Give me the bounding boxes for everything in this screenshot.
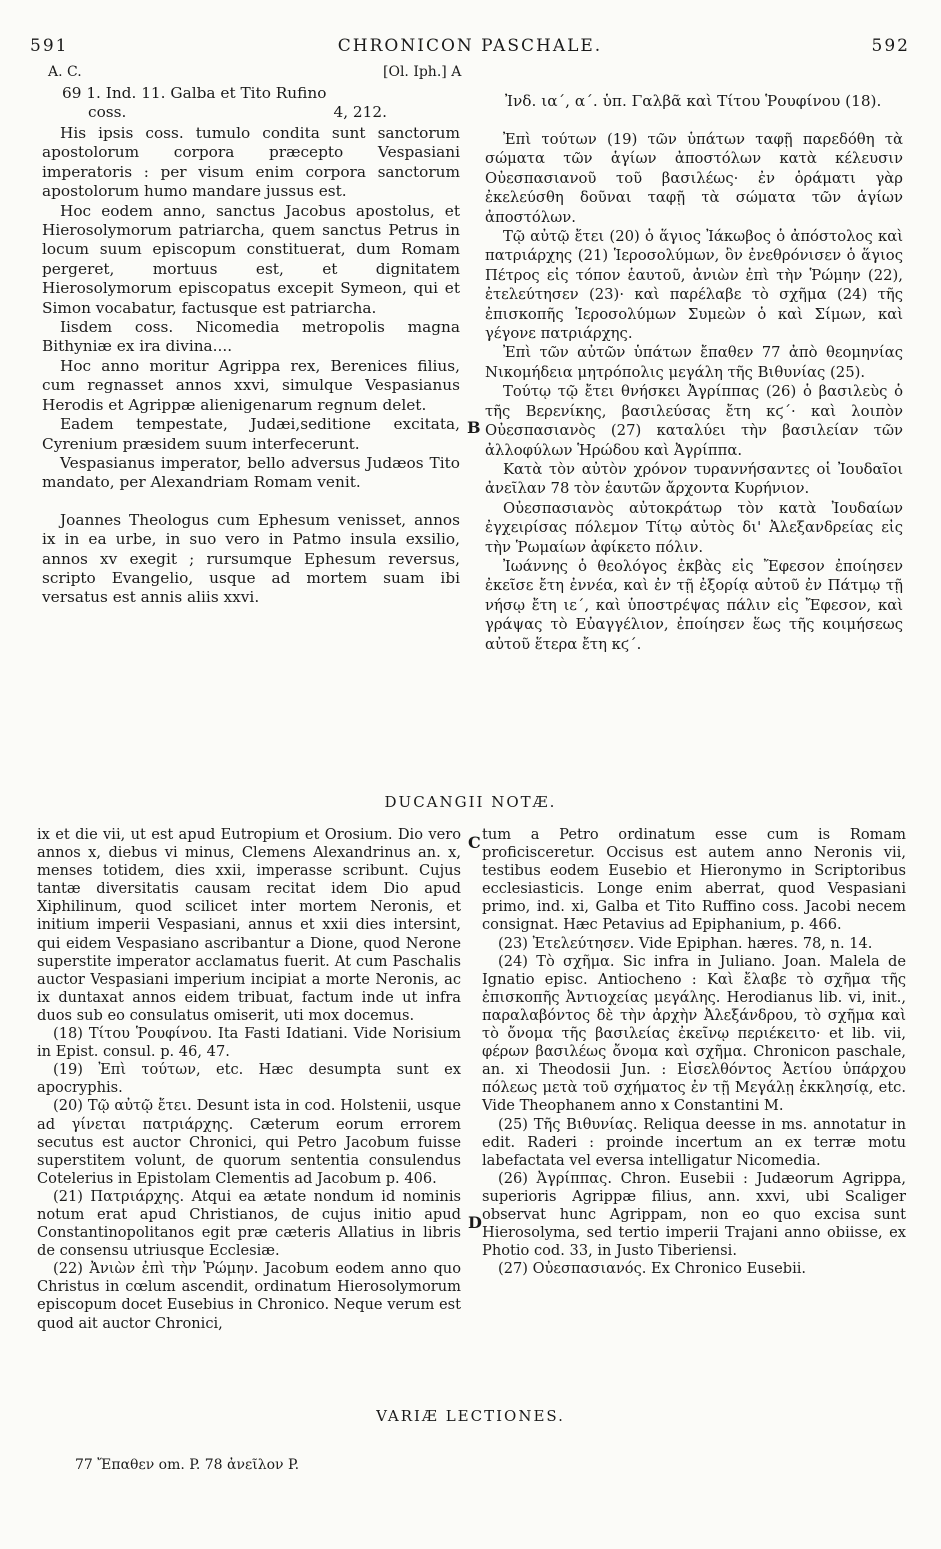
- latin-dateline: [62, 84, 462, 123]
- running-title: CHRONICON PASCHALE.: [337, 36, 603, 56]
- ac-label: A. C.: [48, 64, 82, 80]
- note-paragraph: (27) Οὐεσπασιανός. Ex Chronico Eusebii.: [498, 1260, 807, 1278]
- greek-paragraph: Κατὰ τὸν αὐτὸν χρόνον τυραννήσαντες οἱ Ἰουδαῖοι ἀνεῖλαν 78 τὸν ἑαυτῶν ἄρχοντα Κυρήνιον.: [485, 460, 903, 498]
- greek-paragraph: Ἐπὶ τούτων (19) τῶν ὑπάτων ταφῇ παρεδόθη τὰ σώματα τῶν ἁγίων ἀποστόλων κατὰ κέλευσιν Οὐεσπασιανοῦ τοῦ βασιλέως· ἐν ὁράματι γὰρ ἐκελεύσθη δοῦναι ταφῇ τὰ σώματα τῶν ἁγίων ἀποστόλων.: [485, 131, 903, 226]
- olympiad-label: [Ol. Iph.] A: [383, 64, 462, 80]
- page-number-right: 592: [871, 36, 910, 56]
- latin-paragraph: Vespasianus imperator, bello adversus Judæos Tito mandato, per Alexandriam Romam venit.: [42, 453, 460, 492]
- page-number-left: 591: [30, 36, 69, 56]
- page-header: [30, 36, 910, 66]
- latin-dateline-2: coss.: [88, 103, 127, 122]
- greek-paragraph: Ἰωάννης ὁ θεολόγος ἐκβὰς εἰς Ἔφεσον ἐποίησεν ἐκεῖσε ἔτη ἐννέα, καὶ ἐν τῇ ἐξορίᾳ αὐτοῦ ἐν Πάτμῳ τῇ νήσῳ ἔτη ιε΄, καὶ ὑποστρέψας πάλιν εἰς Ἔφεσον, καὶ γράψας τὸ Εὐαγγέλιον, ἐποίησεν ἕως τῆς κοιμήσεως αὐτοῦ ἕτερα ἔτη κϛ΄.: [485, 557, 903, 653]
- ducange-notes-heading: DUCANGII NOTÆ.: [384, 793, 557, 811]
- note-paragraph: (20) Τῷ αὐτῷ ἔτει. Desunt ista in cod. Holstenii, usque ad γίνεται πατριάρχης. Cæterum eorum errorem secutus est auctor Chronici, qui Petro Jacobum fuisse superstitem volunt, de quorum sententia consulendus Cotelerius in Epistolam Clementis ad Jacobum p. 406.: [37, 1097, 461, 1187]
- variae-lectiones-text: 77 Ἔπαθεν om. P. 78 ἀνεῖλον P.: [75, 1457, 300, 1473]
- latin-paragraph: Hoc anno moritur Agrippa rex, Berenices filius, cum regnasset annos xxvi, simulque Vespasianus Herodis et Agrippæ alienigenarum regnum delet.: [42, 356, 460, 414]
- note-paragraph: (21) Πατριάρχης. Atqui ea ætate nondum id nominis notum erat apud Christianos, de cujus initio apud Constantinopolitanos egit præ cæteris Allatius in libris de consensu utriusque Ecclesiæ.: [37, 1187, 461, 1260]
- note-paragraph: (18) Τίτου Ῥουφίνου. Ita Fasti Idatiani. Vide Norisium in Epist. consul. p. 46, 47.: [37, 1025, 461, 1061]
- latin-paragraph: Iisdem coss. Nicomedia metropolis magna Bithyniæ ex ira divina....: [42, 318, 460, 356]
- latin-paragraph: Eadem tempestate, Judæi,seditione excitata, Cyrenium præsidem suum interfecerunt.: [42, 415, 460, 453]
- margin-letter-c: C: [468, 833, 481, 852]
- latin-dateline-year: 4, 212.: [333, 103, 387, 122]
- greek-paragraph: Τούτῳ τῷ ἔτει θνήσκει Ἀγρίππας (26) ὁ βασιλεὺς ὁ τῆς Βερενίκης, βασιλεύσας ἔτη κϛ΄· καὶ λοιπὸν Οὐεσπασιανὸς (27) καταλύει τὴν βασιλείαν τῶν ἀλλοφύλων Ἡρώδου καὶ Ἀγρίππα.: [485, 383, 903, 459]
- notes-right-column: [482, 826, 906, 1278]
- note-paragraph: (26) Ἀγρίππας. Chron. Eusebii : Judæorum Agrippa, superioris Agrippæ filius, ann. xxvi, ubi Scaliger observat hunc Agrippam, non eo quo excisa sunt Hierosolyma, sed tertio imperii Trajani anno obiisse, ex Photio cod. 33, in Justo Tiberiensi.: [482, 1169, 906, 1260]
- greek-paragraph: Ἐπὶ τῶν αὐτῶν ὑπάτων ἔπαθεν 77 ἀπὸ θεομηνίας Νικομήδεια μητρόπολις μεγάλη τῆς Βιθυνίας (25).: [485, 344, 903, 381]
- latin-paragraph: Joannes Theologus cum Ephesum venisset, annos ix in ea urbe, in suo vero in Patmo insula exsilio, annos xv exegit ; rursumque Ephesum reversus, scripto Evangelio, usque ad mortem suam ibi versatus est annis aliis xxvi.: [42, 510, 460, 607]
- latin-dateline-1: 69 1. Ind. 11. Galba et Tito Rufino: [62, 84, 327, 102]
- variae-lectiones-heading: VARIÆ LECTIONES.: [376, 1407, 565, 1425]
- note-paragraph: (25) Τῆς Βιθυνίας. Reliqua deesse in ms. annotatur in edit. Raderi : proinde incertum an ex terræ motu labefactata vel eversa intelligatur Nicomedia.: [482, 1115, 906, 1169]
- notes-left-column: [37, 826, 461, 1333]
- note-paragraph: (23) Ἐτελεύτησεν. Vide Epiphan. hæres. 78, n. 14.: [498, 934, 873, 952]
- latin-paragraph: Hoc eodem anno, sanctus Jacobus apostolus, et Hierosolymorum patriarcha, quem sanctus Petrus in locum suum episcopum constituerat, dum Romam pergeret, mortuus est, et dignitatem Hierosolymorum episcopatus excepit Symeon, qui et Simon vocabatur, factusque est patriarcha.: [42, 201, 460, 317]
- margin-letter-d: D: [468, 1213, 482, 1232]
- latin-column: [42, 124, 460, 608]
- greek-paragraph: Τῷ αὐτῷ ἔτει (20) ὁ ἅγιος Ἰάκωβος ὁ ἀπόστολος καὶ πατριάρχης (21) Ἱεροσολύμων, ὃν ἐνεθρόνισεν ὁ ἅγιος Πέτρος εἰς τόπον ἑαυτοῦ, ἀνιὼν ἐπὶ τὴν Ῥώμην (22), ἐτελεύτησεν (23)· καὶ παρέλαβε τὸ σχῆμα (24) τῆς ἐπισκοπῆς Ἱεροσολύμων Συμεὼν ὁ καὶ Σίμων, καὶ γέγονε πατριάρχης.: [485, 228, 903, 343]
- note-paragraph: (24) Τὸ σχῆμα. Sic infra in Juliano. Joan. Malela de Ignatio episc. Antiocheno : Καὶ ἔλαβε τὸ σχῆμα τῆς ἐπισκοπῆς Ἀντιοχείας μεγάλης. Herodianus lib. vi, init., παραλαβόντος δὲ τὴν ἀρχὴν Ἀλεξάνδρου, τὸ σχῆμα καὶ τὸ ὄνομα τῆς βασιλείας ἐκεῖνῳ περιέκειτο· et lib. vii, φέρων βασιλέως ὄνομα καὶ σχῆμα. Chronicon paschale, an. xi Theodosii Jun. : Εἰσελθόντος Ἀετίου ὑπάρχου πόλεως μετὰ τοῦ σχήματος ἐν τῇ Μεγάλῃ ἐκκλησίᾳ, etc. Vide Theophanem anno x Constantini M.: [482, 952, 906, 1115]
- greek-column: [485, 130, 903, 654]
- margin-letter-b: B: [467, 418, 481, 437]
- note-paragraph: tum a Petro ordinatum esse cum is Romam proficisceretur. Occisus est autem anno Neronis vii, testibus eodem Eusebio et Hieronymo in Scriptoribus ecclesiasticis. Longe enim aberrat, quod Vespasiani primo, ind. xi, Galba et Tito Ruffino coss. Jacobi necem consignat. Hæc Petavius ad Epiphanium, p. 466.: [482, 826, 906, 934]
- greek-dateline: Ἰνδ. ια΄, α΄. ὑπ. Γαλβᾶ καὶ Τίτου Ῥουφίνου (18).: [505, 92, 882, 110]
- note-paragraph: (19) Ἐπὶ τούτων, etc. Hæc desumpta sunt ex apocryphis.: [37, 1061, 461, 1097]
- greek-paragraph: Οὐεσπασιανὸς αὐτοκράτωρ τὸν κατὰ Ἰουδαίων ἐγχειρίσας πόλεμον Τίτῳ αὐτὸς δι' Ἀλεξανδρείας εἰς τὴν Ῥωμαίων ἀφίκετο πόλιν.: [485, 499, 903, 556]
- note-paragraph: ix et die vii, ut est apud Eutropium et Orosium. Dio vero annos x, diebus vi minus, Clemens Alexandrinus an. x, menses totidem, dies xxii, imperasse scribunt. Cujus tantæ diversitatis causam recitat idem Dio apud Xiphilinum, quod scilicet inter mortem Neronis, et initium imperii Vespasiani, annus et xxii dies intersint, qui eidem Vespasiano ascribantur a Dione, quod Nerone superstite imperator acclamatus fuerit. At cum Paschalis auctor Vespasiani imperium incipiat a morte Neronis, ac ix duntaxat annos eidem tribuat, factum inde ut infra duos sub eo consulatus omiserit, uti mox docemus.: [37, 826, 461, 1024]
- latin-paragraph: His ipsis coss. tumulo condita sunt sanctorum apostolorum corpora præcepto Vespasiani imperatoris : per visum enim corpora sanctorum apostolorum humo mandare jussus est.: [42, 124, 460, 201]
- note-paragraph: (22) Ἀνιὼν ἐπὶ τὴν Ῥώμην. Jacobum eodem anno quo Christus in cœlum ascendit, ordinatum Hierosolymorum episcopum docet Eusebius in Chronico. Neque verum est quod ait auctor Chronici,: [37, 1260, 461, 1332]
